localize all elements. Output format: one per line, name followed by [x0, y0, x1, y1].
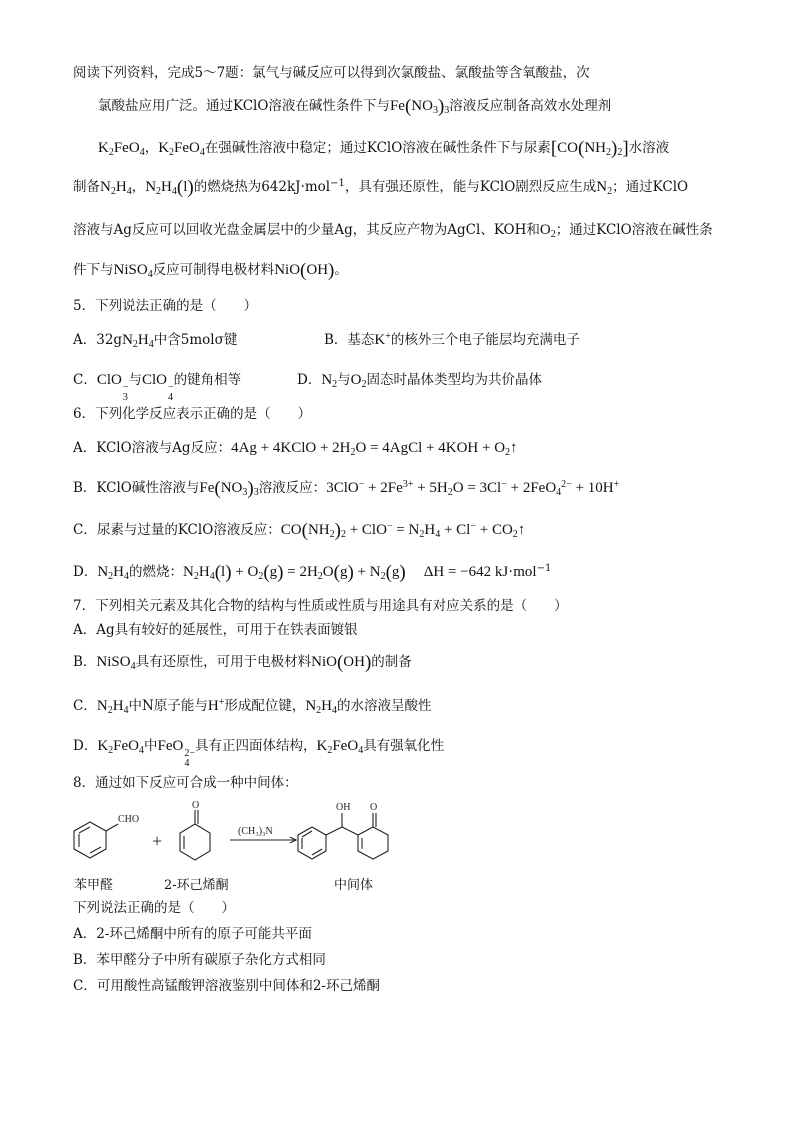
formula-fe-no3-3: $Fe(NO_3)_3$: [389, 96, 450, 117]
q8-ask: 下列说法正确的是（ ）: [73, 900, 235, 916]
carbonyl-o-label: O: [192, 800, 200, 811]
passage-line-2: 氯酸盐应用广泛。通过KClO溶液在碱性条件下与$Fe(NO_3)_3$溶液反应制备高效水处理剂: [98, 96, 612, 117]
label-intermediate: 中间体: [334, 878, 374, 893]
q5-option-d: D．$N_2$与$O_2$固态时晶体类型均为共价晶体: [297, 372, 543, 390]
formula-k2feo4-b: $K_2FeO_4$: [158, 140, 205, 158]
q6-option-c: C．尿素与过量的KClO溶液反应：$CO(NH_2)_2 + ClO^- = N_2H_4 + Cl^-$ + $CO_2↑$: [73, 520, 526, 541]
q6-option-a: A．KClO溶液与Ag反应：4Ag + 4KClO + $2H_2O$ = 4AgCl + $4KOH + O_2↑$: [73, 440, 518, 458]
formula-nio-oh: NiO(OH): [274, 260, 335, 281]
q5-stem: 5．下列说法正确的是（ ）: [73, 298, 258, 314]
q6-stem: 6．下列化学反应表示正确的是（ ）: [73, 406, 312, 422]
q7-option-c: C．$N_2H_4$中N原子能与H+形成配位键，$N_2H_4$的水溶液呈酸性: [73, 697, 432, 716]
reagent-label: (CH₃)₃N: [238, 826, 273, 837]
q7-option-b: B．NiSO$_4$具有还原性，可用于电极材料NiO(OH)的制备: [73, 652, 412, 673]
passage-line-5: 溶液与Ag反应可以回收光盘金属层中的少量Ag，其反应产物为AgCl、KOH和$O_2$；通过KClO溶液在碱性条: [73, 222, 713, 240]
formula-o2: $O_2$: [539, 222, 556, 240]
label-cyclohexenone: 2-环己烯酮: [164, 878, 229, 893]
q7-option-a: A．Ag具有较好的延展性，可用于在铁表面镀银: [73, 622, 358, 638]
product-o-label: O: [370, 802, 378, 813]
q8-option-a: A．2-环己烯酮中所有的原子可能共平面: [73, 926, 312, 942]
q8-stem: 8．通过如下反应可合成一种中间体：: [73, 775, 298, 791]
formula-n2h4-l: $N_2H_4(l)$: [145, 177, 194, 198]
formula-n2: $N_2$: [596, 179, 613, 197]
q7-option-d: D．$K_2FeO_4$中FeO 2− 4 具有正四面体结构，$K_2FeO_4$具有强氧化性: [73, 738, 445, 769]
q5-option-b: B．基态K+的核外三个电子能层均充满电子: [324, 331, 580, 348]
cho-label: CHO: [118, 814, 140, 825]
formula-niso4: NiSO$_4$: [113, 262, 153, 280]
q7-stem: 7．下列相关元素及其化合物的结构与性质或性质与用途具有对应关系的是（ ）: [73, 598, 568, 614]
formula-urea: $[CO(NH_2)_2]$: [550, 138, 629, 159]
formula-k2feo4: $K_2FeO_4$: [98, 140, 145, 158]
q6-option-b: B．KClO碱性溶液与$Fe(NO_3)_3$溶液反应：$3ClO^- + 2Fe^{3+} + 5H_2O = 3Cl^- + 2FeO_4^{2-} + 10H^+$: [73, 478, 620, 499]
equation-d: $N_2H_4(l) + O_2(g) = 2H_2O(g) + N_2(g)$: [183, 562, 406, 583]
q8-option-c: C．可用酸性高锰酸钾溶液鉴别中间体和2-环己烯酮: [73, 978, 380, 994]
label-benzaldehyde: 苯甲醛: [74, 878, 114, 893]
q5-option-a: A．$32gN_2H_4$中含5molσ键: [73, 332, 238, 350]
q6-option-d: D．$N_2H_4$的燃烧：$N_2H_4(l) + O_2(g) = 2H_2O(g) + N_2(g) \Delta H = -642$ kJ·mol$^{-1}$: [73, 562, 552, 583]
passage-line-6: 件下与NiSO$_4$反应可制得电极材料NiO(OH)。: [73, 260, 348, 281]
q8-option-b: B．苯甲醛分子中所有碳原子杂化方式相同: [73, 952, 326, 968]
passage-line-4: 制备$N_2H_4$，$N_2H_4(l)$的燃烧热为642kJ·mol$^{-1}$，具有强还原性，能与KClO剧烈反应生成$N_2$；通过KClO: [73, 177, 689, 198]
equation-a: 4Ag + 4KClO + $2H_2O$ = 4AgCl + $4KOH + O_2↑$: [231, 440, 518, 458]
passage-line-3: $K_2FeO_4$，$K_2FeO_4$在强碱性溶液中稳定；通过KClO溶液在碱性条件下与尿素$[CO(NH_2)_2]$水溶液: [98, 138, 670, 159]
formula-n2h4: $N_2H_4$: [100, 179, 132, 197]
equation-b: $3ClO^- + 2Fe^{3+} + 5H_2O = 3Cl^- + 2FeO_4^{2-} + 10H^+$: [326, 479, 620, 498]
oh-label: OH: [336, 802, 351, 813]
reaction-scheme: [60, 800, 460, 872]
plus-sign: +: [152, 831, 163, 851]
equation-c: $CO(NH_2)_2 + ClO^- = N_2H_4 + Cl^-$ + $CO_2↑$: [280, 520, 526, 541]
passage-line-1: 阅读下列资料，完成5～7题：氯气与碱反应可以得到次氯酸盐、氯酸盐等含氧酸盐，次: [73, 65, 590, 81]
q5-option-c: C．ClO − 3 与ClO − 4 的键角相等: [73, 372, 242, 403]
